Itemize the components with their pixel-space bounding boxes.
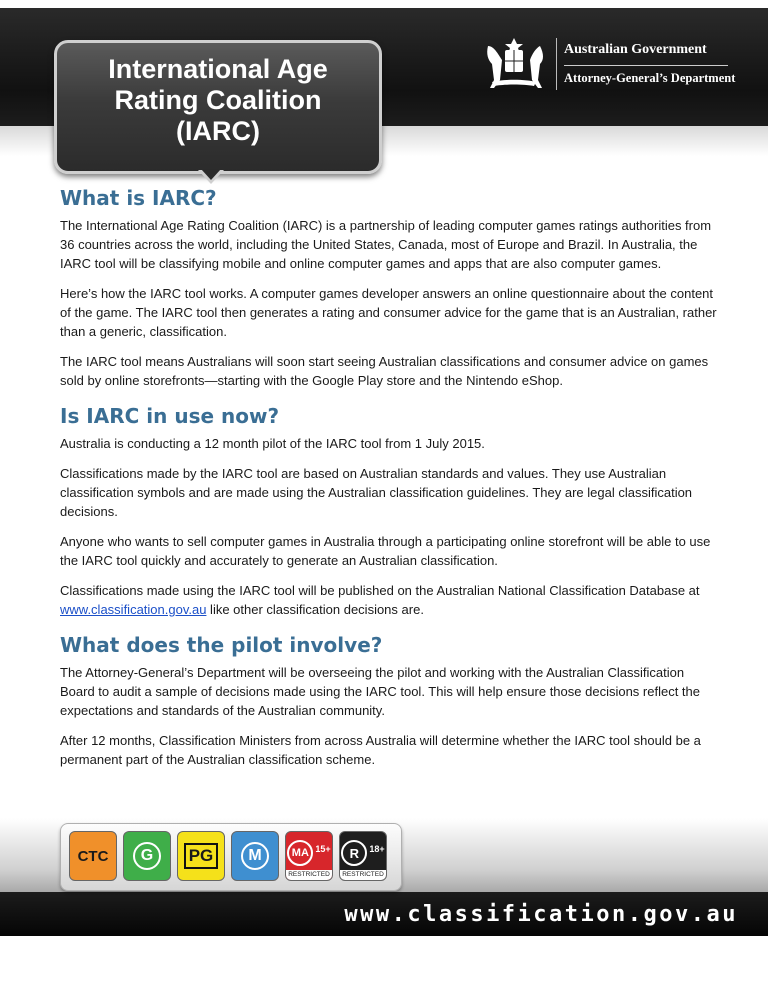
rating-restricted: RESTRICTED bbox=[340, 870, 386, 880]
link-paragraph-after: like other classification decisions are. bbox=[206, 602, 424, 617]
paragraph-with-link bbox=[60, 581, 720, 619]
heading-what-is-iarc: What is IARC? bbox=[60, 186, 217, 210]
rating-m-badge bbox=[231, 831, 279, 881]
government-name: Australian Government bbox=[564, 42, 707, 57]
paragraph: After 12 months, Classification Ministers from across Australia will determine whether the IARC tool should be a permanent part of the Australian classification scheme. bbox=[60, 733, 701, 767]
classification-website-link[interactable]: www.classification.gov.au bbox=[60, 602, 207, 617]
logo-rule bbox=[564, 65, 728, 66]
title-line-1: International Age bbox=[108, 54, 328, 84]
heading-pilot-involve: What does the pilot involve? bbox=[60, 633, 383, 657]
paragraph: Classifications made by the IARC tool are based on Australian standards and values. They use Australian classification symbols and are made using the Australian classification guidelines. They are legal classification decisions. bbox=[60, 466, 693, 519]
paragraph: Anyone who wants to sell computer games in Australia through a participating online storefront will be able to use the IARC tool quickly and accurately to generate an Australian classification. bbox=[60, 534, 711, 568]
rating-label: MA bbox=[287, 840, 313, 866]
title-bubble bbox=[54, 40, 382, 174]
classification-ratings-panel bbox=[60, 823, 402, 891]
paragraph: Here’s how the IARC tool works. A computer games developer answers an online questionnaire about the content of the game. The IARC tool then generates a rating and consumer advice for the game that is an Australian, rather than a generic, classification. bbox=[60, 286, 717, 339]
rating-r18-badge bbox=[339, 831, 387, 881]
heading-is-iarc-in-use: Is IARC in use now? bbox=[60, 404, 280, 428]
rating-age: 18+ bbox=[369, 844, 385, 854]
bubble-tail-inner bbox=[201, 169, 221, 180]
rating-ctc-badge bbox=[69, 831, 117, 881]
rating-label: R bbox=[341, 840, 367, 866]
footer-url: www.classification.gov.au bbox=[344, 902, 738, 927]
title-line-2: Rating Coalition bbox=[114, 85, 322, 115]
rating-g-badge bbox=[123, 831, 171, 881]
title-line-3: (IARC) bbox=[176, 116, 260, 146]
rating-ma15-badge bbox=[285, 831, 333, 881]
coat-of-arms-icon bbox=[478, 36, 550, 92]
department-name: Attorney-General’s Department bbox=[564, 71, 736, 85]
paragraph: The Attorney-General’s Department will be overseeing the pilot and working with the Australian Classification Board to audit a sample of decisions made using the IARC tool. This will help ensure those decisions reflect the expectations and standards of the Australian community. bbox=[60, 665, 700, 718]
rating-label: M bbox=[241, 842, 269, 870]
logo-divider bbox=[556, 38, 557, 90]
paragraph: The International Age Rating Coalition (IARC) is a partnership of leading computer games ratings authorities from 36 countries across the world, including the United States, Canada, most of Europe and Brazil. In Australia, the IARC tool will be classifying mobile and online computer games and apps that are also computer games. bbox=[60, 218, 712, 271]
paragraph: Australia is conducting a 12 month pilot of the IARC tool from 1 July 2015. bbox=[60, 436, 485, 451]
link-paragraph-before: Classifications made using the IARC tool will be published on the Australian National Classification Database at bbox=[60, 583, 700, 598]
rating-pg-badge bbox=[177, 831, 225, 881]
rating-label: G bbox=[133, 842, 161, 870]
rating-age: 15+ bbox=[315, 844, 331, 854]
rating-restricted: RESTRICTED bbox=[286, 870, 332, 880]
rating-label: PG bbox=[184, 843, 219, 869]
main-content bbox=[60, 186, 720, 780]
paragraph: The IARC tool means Australians will soon start seeing Australian classifications and consumer advice on games sold by online storefronts—starting with the Google Play store and the Nintendo eShop. bbox=[60, 354, 709, 388]
rating-label: CTC bbox=[77, 847, 109, 865]
government-logo bbox=[478, 36, 748, 92]
